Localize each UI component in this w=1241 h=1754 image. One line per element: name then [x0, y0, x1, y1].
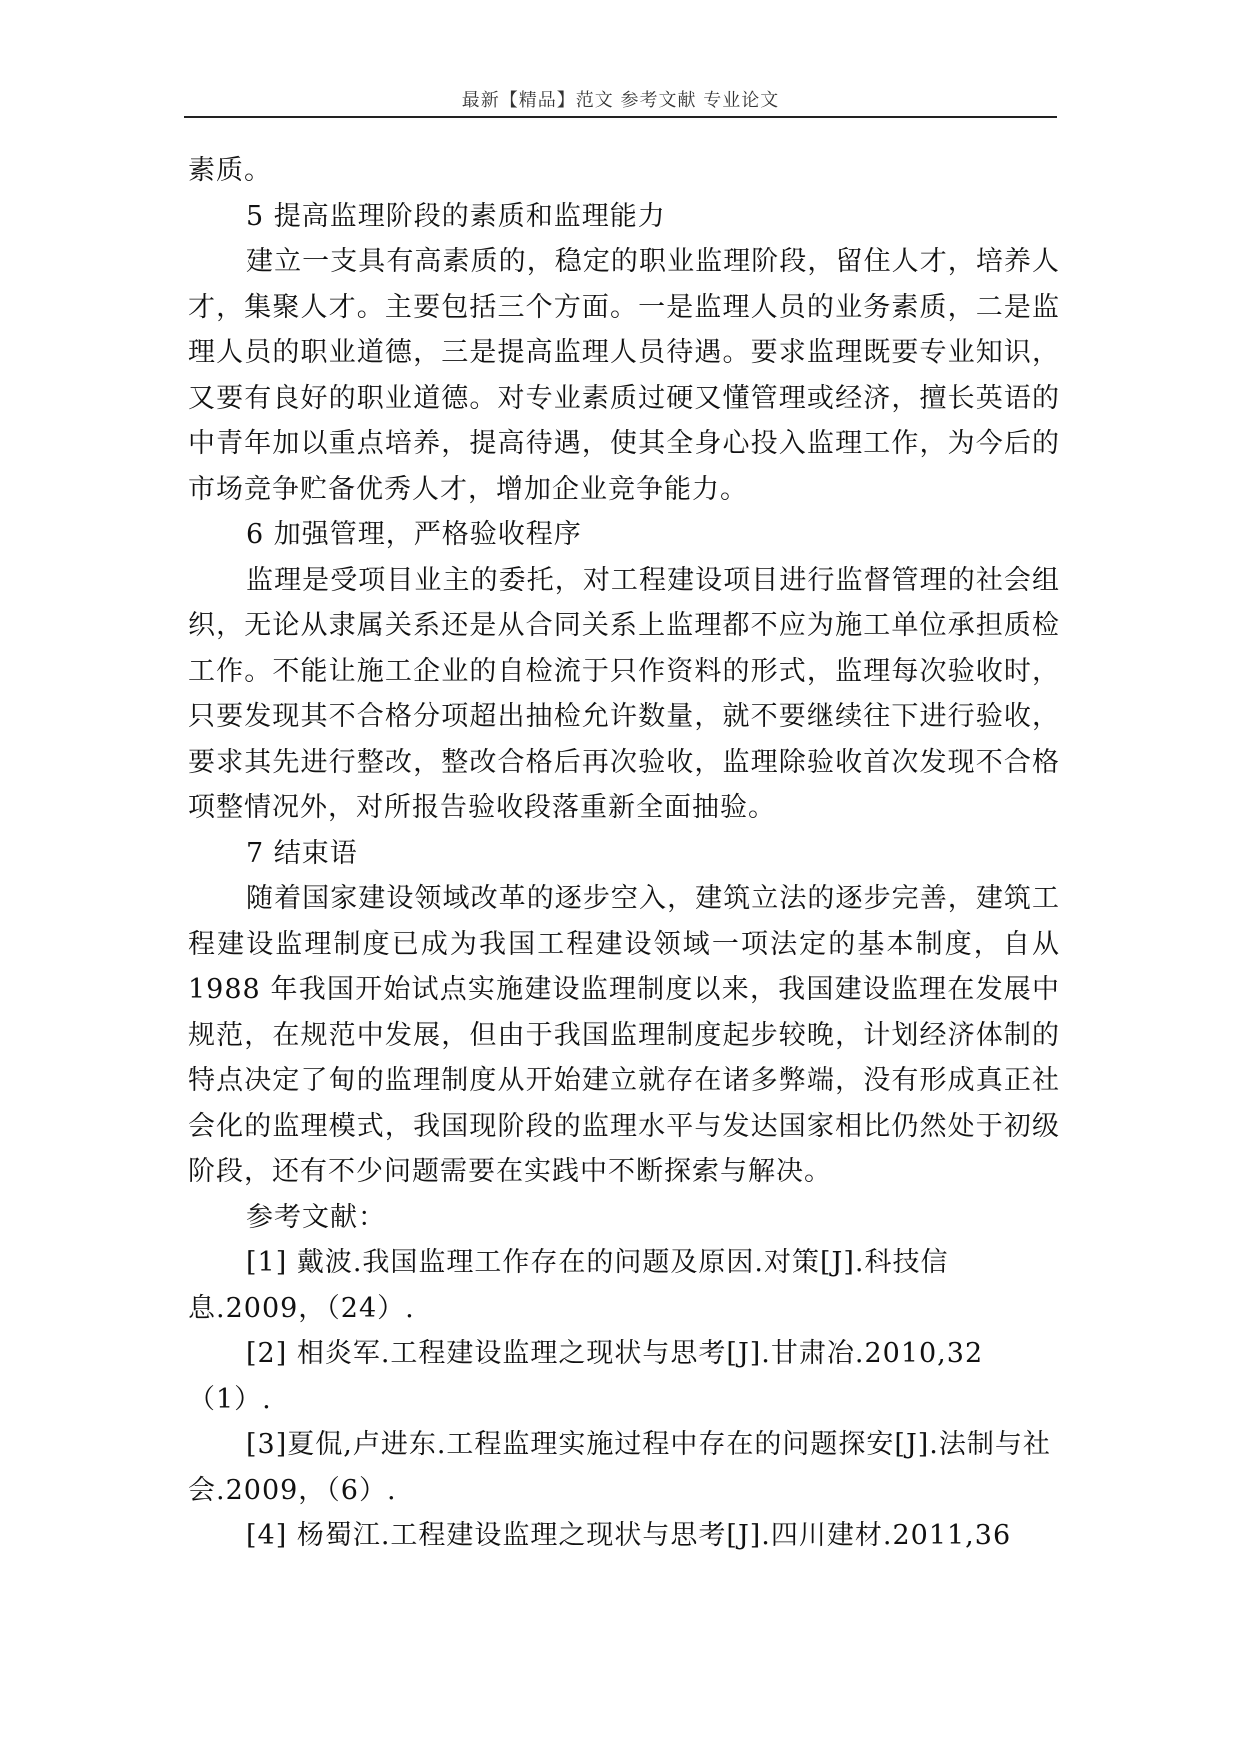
- reference-item-4: [4] 杨蜀江.工程建设监理之现状与思考[J].四川建材.2011,36: [246, 1520, 1012, 1551]
- paragraph-section-6: 监理是受项目业主的委托，对工程建设项目进行监督管理的社会组织，无论从隶属关系还是从合同关系上监理都不应为施工单位承担质检工作。不能让施工企业的自检流于只作资料的形式，监理每次验收时，只要发现其不合格分项超出抽检允许数量，就不要继续往下进行验收，要求其先进行整改，整改合格后再次验收，监理除验收首次发现不合格项整情况外，对所报告验收段落重新全面抽验。: [188, 564, 1060, 823]
- section-heading-7: 7 结束语: [246, 837, 358, 869]
- paragraph-section-7: 随着国家建设领域改革的逐步空入，建筑立法的逐步完善，建筑工程建设监理制度已成为我国工程建设领域一项法定的基本制度，自从 1988 年我国开始试点实施建设监理制度以来，我国建设监理在发展中规范，在规范中发展，但由于我国监理制度起步较晚，计划经济体制的特点决定了甸的监理制度从开始建立就存在诸多弊端，没有形成真正社会化的监理模式，我国现阶段的监理水平与发达国家相比仍然处于初级阶段，还有不少问题需要在实践中不断探索与解决。: [188, 883, 1060, 1187]
- section-heading-6: 6 加强管理，严格验收程序: [246, 519, 582, 550]
- paragraph-continuation: 素质。: [188, 155, 272, 186]
- header-divider: [184, 116, 1057, 118]
- reference-item-3: [3]夏侃,卢进东.工程监理实施过程中存在的问题探安[J].法制与社会.2009，（6）.: [188, 1429, 1051, 1506]
- reference-item-1: [1] 戴波.我国监理工作存在的问题及原因.对策[J].科技信息.2009，（24）.: [188, 1247, 949, 1324]
- paragraph-section-5: 建立一支具有高素质的，稳定的职业监理阶段，留住人才，培养人才，集聚人才。主要包括三个方面。一是监理人员的业务素质，二是监理人员的职业道德，三是提高监理人员待遇。要求监理既要专业知识，又要有良好的职业道德。对专业素质过硬又懂管理或经济，擅长英语的中青年加以重点培养，提高待遇，使其全身心投入监理工作，为今后的市场竞争贮备优秀人才，增加企业竞争能力。: [188, 246, 1060, 505]
- reference-item-2: [2] 相炎军.工程建设监理之现状与思考[J].甘肃冶.2010,32（1）.: [188, 1338, 984, 1415]
- page-header: 最新【精品】范文 参考文献 专业论文: [461, 90, 780, 111]
- document-body: [188, 148, 1060, 1559]
- section-heading-5: 5 提高监理阶段的素质和监理能力: [246, 200, 666, 232]
- references-title: 参考文献：: [246, 1201, 386, 1233]
